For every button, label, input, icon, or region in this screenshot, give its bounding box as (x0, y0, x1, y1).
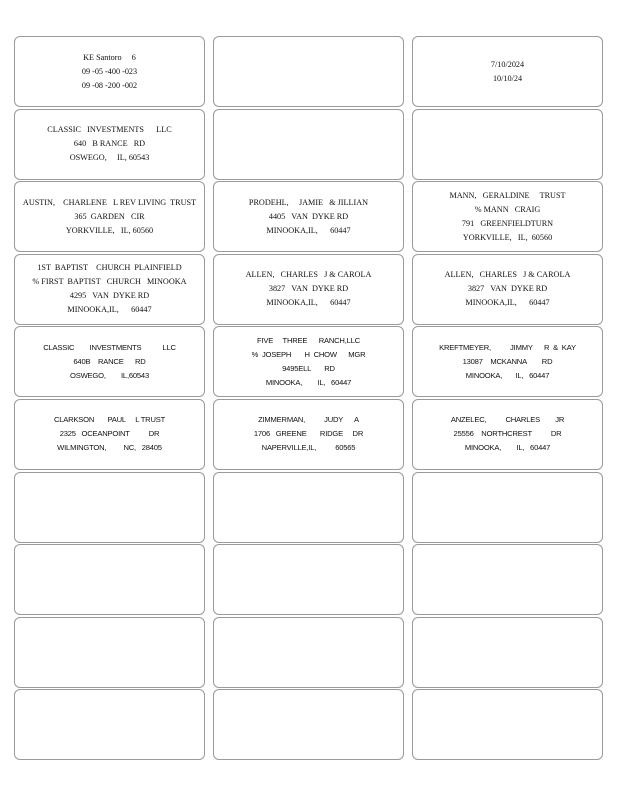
address-line: ALLEN, CHARLES J & CAROLA (245, 270, 372, 280)
address-line: % MANN CRAIG (474, 204, 541, 214)
label-sheet (14, 36, 603, 760)
address-line: 09 -08 -200 -002 (81, 80, 138, 90)
address-label (14, 181, 205, 252)
address-line: MINOOKA, IL, 60447 (265, 377, 352, 387)
address-line: CLASSIC INVESTMENTS LLC (43, 342, 176, 352)
address-line: 640 B RANCE RD (73, 139, 146, 149)
address-label (213, 399, 404, 470)
address-label (412, 36, 603, 107)
address-line: ALLEN, CHARLES J & CAROLA (444, 270, 571, 280)
address-line: CLASSIC INVESTMENTS LLC (47, 125, 172, 135)
address-line: % FIRST BAPTIST CHURCH MINOOKA (32, 277, 187, 287)
address-line: CLARKSON PAUL L TRUST (53, 415, 166, 425)
address-line: YORKVILLE, IL, 60560 (462, 232, 553, 242)
empty-label (412, 544, 603, 615)
address-line: 7/10/2024 (490, 59, 525, 69)
empty-label (213, 689, 404, 760)
address-line: MINOOKA,IL, 60447 (266, 225, 351, 235)
address-label (412, 326, 603, 397)
address-line: MANN, GERALDINE TRUST (449, 190, 566, 200)
address-line: AUSTIN, CHARLENE L REV LIVING TRUST (22, 197, 197, 207)
address-line: KE Santoro 6 (83, 52, 136, 62)
empty-label (14, 472, 205, 543)
address-line: 10/10/24 (492, 73, 523, 83)
empty-label (213, 617, 404, 688)
address-line: 3827 VAN DYKE RD (467, 284, 548, 294)
address-line: OSWEGO, IL,60543 (70, 370, 149, 380)
address-line: OSWEGO, IL, 60543 (69, 153, 150, 163)
empty-label (14, 544, 205, 615)
address-label (14, 326, 205, 397)
address-line: 1ST BAPTIST CHURCH PLAINFIELD (37, 263, 182, 273)
address-line: 4295 VAN DYKE RD (69, 291, 150, 301)
empty-label (213, 109, 404, 180)
address-label (213, 326, 404, 397)
address-label (213, 181, 404, 252)
address-label (412, 399, 603, 470)
empty-label (412, 617, 603, 688)
empty-label (14, 689, 205, 760)
empty-label (14, 617, 205, 688)
address-line: 365 GARDEN CIR (74, 211, 145, 221)
empty-label (213, 544, 404, 615)
address-line: FIVE THREE RANCH,LLC (257, 335, 360, 345)
address-line: MINOOKA, IL, 60447 (464, 443, 551, 453)
empty-label (213, 36, 404, 107)
empty-label (213, 472, 404, 543)
address-line: ZIMMERMAN, JUDY A (258, 415, 359, 425)
address-line: 25556 NORTHCREST DR (453, 429, 562, 439)
empty-label (412, 689, 603, 760)
address-line: 640B RANCE RD (73, 356, 146, 366)
address-line: 9495ELL RD (282, 363, 335, 373)
address-line: MINOOKA,IL, 60447 (67, 305, 152, 315)
empty-label (412, 472, 603, 543)
empty-label (412, 109, 603, 180)
address-line: ANZELEC, CHARLES JR (450, 415, 565, 425)
address-line: PRODEHL, JAMIE & JILLIAN (248, 197, 369, 207)
address-line: YORKVILLE, IL, 60560 (65, 225, 154, 235)
address-line: 1706 GREENE RIDGE DR (253, 429, 364, 439)
address-line: KREFTMEYER, JIMMY R & KAY (439, 342, 576, 352)
address-line: 09 -05 -400 -023 (81, 66, 138, 76)
address-line: 13087 MCKANNA RD (462, 356, 553, 366)
address-line: 791 GREENFIELDTURN (461, 218, 554, 228)
address-label (213, 254, 404, 325)
address-line: MINOOKA,IL, 60447 (266, 298, 351, 308)
address-label (14, 399, 205, 470)
address-label (14, 36, 205, 107)
address-line: 2325 OCEANPOINT DR (59, 429, 160, 439)
address-line: 4405 VAN DYKE RD (268, 211, 349, 221)
address-line: MINOOKA, IL, 60447 (465, 370, 550, 380)
address-line: MINOOKA,IL, 60447 (465, 298, 550, 308)
address-line: WILMINGTON, NC, 28405 (57, 443, 162, 453)
address-label (14, 254, 205, 325)
address-line: % JOSEPH H CHOW MGR (251, 349, 366, 359)
address-label (412, 181, 603, 252)
address-label (14, 109, 205, 180)
address-label (412, 254, 603, 325)
address-line: 3827 VAN DYKE RD (268, 284, 349, 294)
address-line: NAPERVILLE,IL, 60565 (261, 443, 356, 453)
